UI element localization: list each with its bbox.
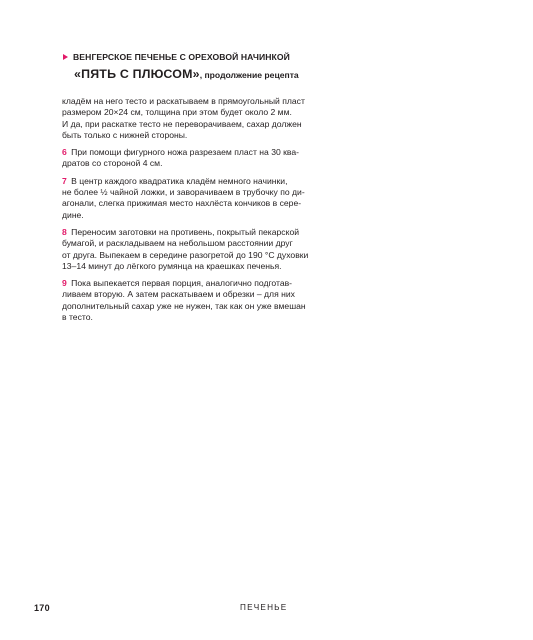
page-number: 170 xyxy=(34,603,50,613)
step-number: 9 xyxy=(62,278,67,289)
text-line: агонали, слегка прижимая место нахлёста кончиков в сере- xyxy=(62,198,302,209)
text-line: кладём на него тесто и раскатываем в прямоугольный пласт xyxy=(62,96,305,106)
text-line xyxy=(62,176,422,187)
page-footer xyxy=(34,603,504,617)
recipe-subtitle: , продолжение рецепта xyxy=(199,70,299,80)
step-number: 7 xyxy=(62,175,67,186)
text-line xyxy=(62,278,422,289)
step-6 xyxy=(62,147,422,170)
triangle-arrow-icon xyxy=(63,54,68,60)
text-line: в тесто. xyxy=(62,312,93,323)
recipe-header xyxy=(62,51,492,83)
step-9 xyxy=(62,278,422,323)
step-number: 6 xyxy=(62,147,67,158)
text-line: дине. xyxy=(62,209,84,220)
text-fragment: Пока выпекается первая порция, аналогично подготав- xyxy=(71,278,293,289)
text-line xyxy=(62,147,422,158)
recipe-category-line xyxy=(62,51,492,63)
step-7 xyxy=(62,176,422,221)
intro-paragraph xyxy=(62,96,422,141)
text-fragment: Переносим заготовки на противень, покрытый пекарской xyxy=(71,226,300,237)
text-line: ливаем вторую. А затем раскатываем и обрезки – для них xyxy=(62,289,295,300)
text-fragment: При помощи фигурного ножа разрезаем пласт на 30 ква- xyxy=(71,147,300,158)
recipe-category: ВЕНГЕРСКОЕ ПЕЧЕНЬЕ С ОРЕХОВОЙ НАЧИНКОЙ xyxy=(73,52,290,62)
text-line: 13–14 минут до лёгкого румянца на краешках печенья. xyxy=(62,260,282,271)
text-line: не более ½ чайной ложки, и заворачиваем в трубочку по ди- xyxy=(62,187,305,198)
text-line: быть только с нижней стороны. xyxy=(62,129,188,140)
text-line: бумагой, и раскладываем на небольшом расстоянии друг xyxy=(62,238,293,249)
recipe-title-line xyxy=(74,66,492,83)
recipe-body xyxy=(62,96,422,329)
recipe-title: «ПЯТЬ С ПЛЮСОМ» xyxy=(74,67,200,81)
step-number: 8 xyxy=(62,226,67,237)
text-line: размером 20×24 см, толщина при этом будет около 2 мм. xyxy=(62,107,292,118)
text-line xyxy=(62,227,422,238)
section-name: ПЕЧЕНЬЕ xyxy=(240,603,288,612)
step-8 xyxy=(62,227,422,272)
text-line: от друга. Выпекаем в середине разогретой до 190 °С духовки xyxy=(62,249,309,260)
text-line: дратов со стороной 4 см. xyxy=(62,158,163,169)
text-line: дополнительный сахар уже не нужен, так как он уже вмешан xyxy=(62,300,306,311)
text-line: И да, при раскатке тесто не переворачиваем, сахар должен xyxy=(62,118,302,129)
text-fragment: В центр каждого квадратика кладём немного начинки, xyxy=(71,175,288,186)
